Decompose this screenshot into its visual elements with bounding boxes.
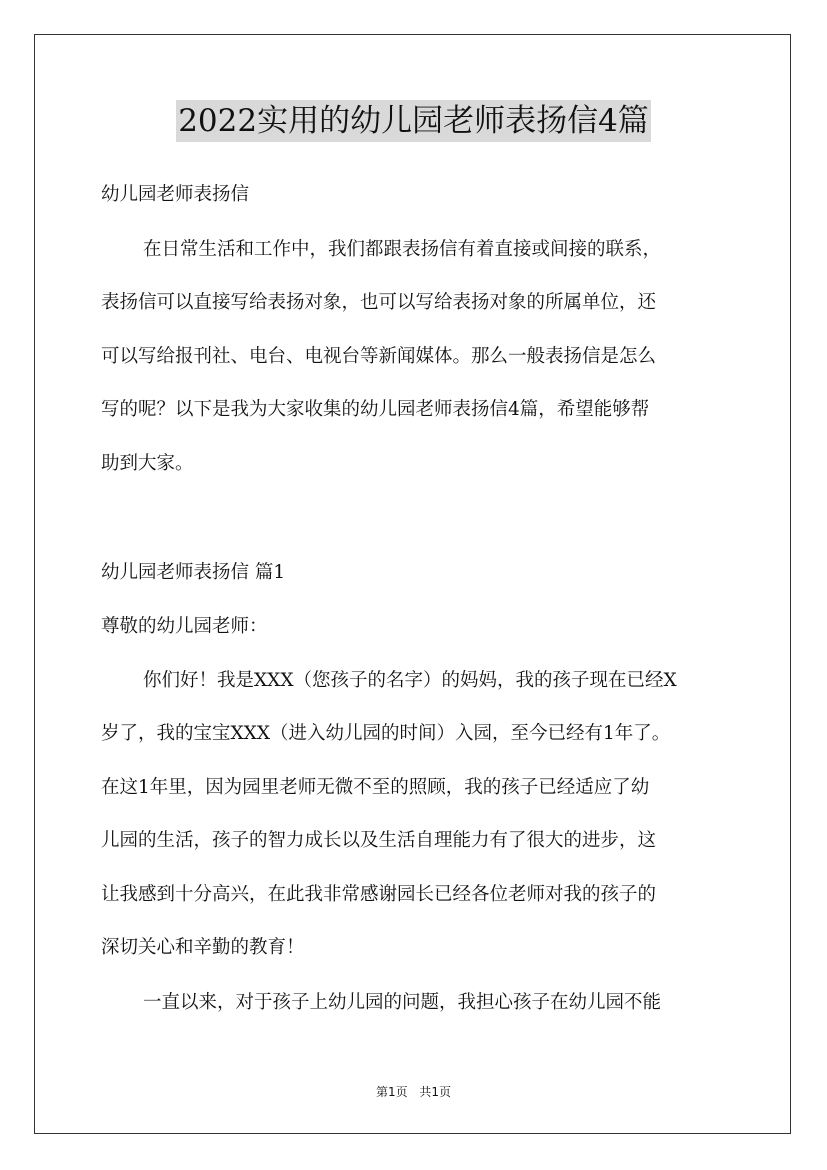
paragraph-line: 让我感到十分高兴，在此我非常感谢园长已经各位老师对我的孩子的 (101, 884, 657, 905)
paragraph-line: 在这1年里，因为园里老师无微不至的照顾，我的孩子已经适应了幼 (101, 777, 650, 798)
paragraph-line: 岁了，我的宝宝XXX（进入幼儿园的时间）入园，至今已经有1年了。 (101, 723, 671, 744)
paragraph-line: 幼儿园老师表扬信 篇1 (101, 562, 286, 583)
paragraph-line: 深切关心和辛勤的教育！ (101, 937, 305, 958)
paragraph-line: 尊敬的幼儿园老师： (101, 616, 268, 637)
paragraph-line: 儿园的生活，孩子的智力成长以及生活自理能力有了很大的进步，这 (101, 830, 657, 851)
paragraph-line: 助到大家。 (101, 453, 194, 474)
paragraph-line: 一直以来，对于孩子上幼儿园的问题，我担心孩子在幼儿园不能 (143, 992, 662, 1013)
document-title: 2022实用的幼儿园老师表扬信4篇 (176, 100, 651, 142)
paragraph-line: 写的呢？以下是我为大家收集的幼儿园老师表扬信4篇，希望能够帮 (101, 399, 650, 420)
paragraph-line: 可以写给报刊社、电台、电视台等新闻媒体。那么一般表扬信是怎么 (101, 346, 657, 367)
page-number: 第1页 (375, 1085, 408, 1099)
paragraph-line: 幼儿园老师表扬信 (101, 184, 250, 205)
paragraph-line: 你们好！我是XXX（您孩子的名字）的妈妈，我的孩子现在已经X (143, 670, 677, 691)
paragraph-line: 在日常生活和工作中，我们都跟表扬信有着直接或间接的联系， (143, 239, 662, 260)
page-total: 共1页 (419, 1085, 452, 1099)
page-footer (0, 1083, 827, 1100)
paragraph-line: 表扬信可以直接写给表扬对象，也可以写给表扬对象的所属单位，还 (101, 292, 657, 313)
title-container (0, 100, 827, 142)
